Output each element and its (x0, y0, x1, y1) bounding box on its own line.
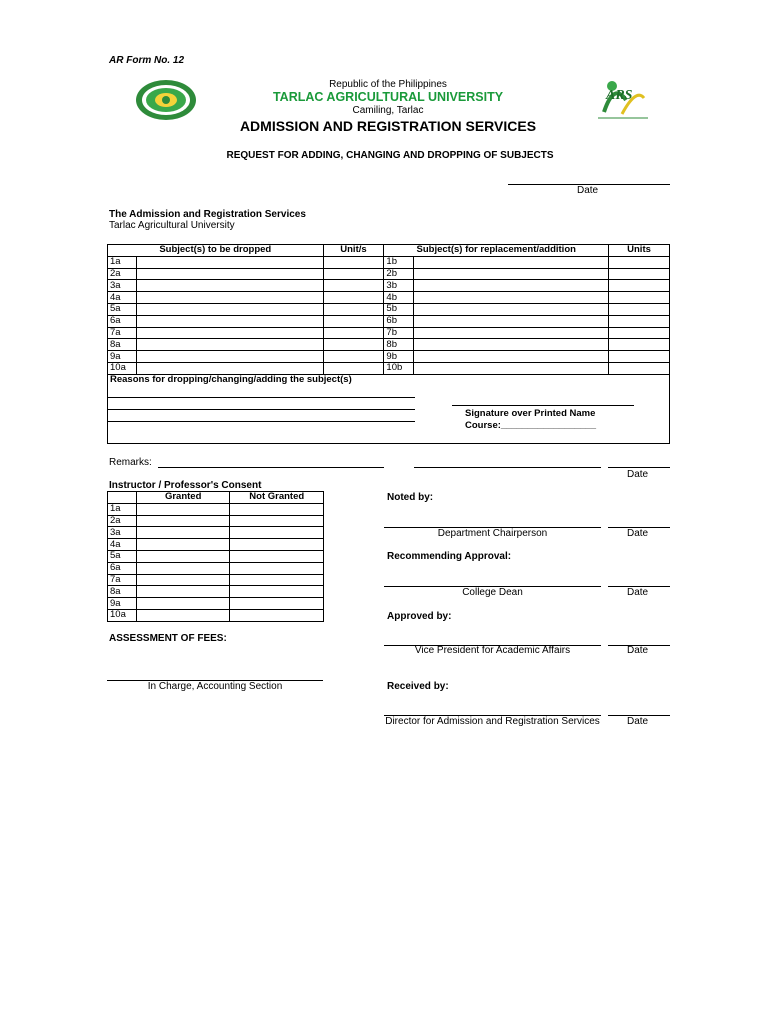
added-subject-cell[interactable] (414, 339, 609, 351)
dropped-units-cell[interactable] (323, 339, 384, 351)
added-subject-cell[interactable] (414, 303, 609, 315)
row-label-a: 9a (108, 351, 137, 363)
added-units-cell[interactable] (609, 315, 670, 327)
noted-by-label: Noted by: (387, 492, 434, 503)
dropped-units-cell[interactable] (323, 327, 384, 339)
row-label-b: 3b (384, 280, 414, 292)
row-label-a: 1a (108, 256, 137, 268)
vpaa-date-label: Date (627, 645, 649, 656)
not-granted-cell[interactable] (230, 503, 324, 515)
row-label-a: 6a (108, 315, 137, 327)
remarks-label: Remarks: (109, 457, 152, 468)
header-replacement: Subject(s) for replacement/addition (384, 245, 609, 257)
header-units-dropped: Unit/s (323, 245, 384, 257)
university-name: TARLAC AGRICULTURAL UNIVERSITY (272, 90, 504, 104)
dropped-units-cell[interactable] (323, 303, 384, 315)
date-label: Date (577, 185, 599, 196)
dropped-units-cell[interactable] (323, 268, 384, 280)
reasons-line-1[interactable] (108, 397, 415, 398)
received-by-label: Received by: (387, 681, 449, 692)
added-subject-cell[interactable] (414, 280, 609, 292)
table-row (108, 351, 670, 363)
row-label-a: 7a (108, 327, 137, 339)
consent-header-blank (108, 492, 137, 504)
not-granted-cell[interactable] (230, 574, 324, 586)
addressee-line-1: The Admission and Registration Services (109, 209, 306, 220)
not-granted-cell[interactable] (230, 609, 324, 621)
added-units-cell[interactable] (609, 339, 670, 351)
table-row (108, 280, 670, 292)
row-label-a: 10a (108, 362, 137, 374)
consent-row-label: 10a (108, 609, 137, 621)
granted-cell[interactable] (136, 527, 230, 539)
added-units-cell[interactable] (609, 327, 670, 339)
consent-header-not-granted: Not Granted (230, 492, 324, 504)
ars-logo-text: ARS (606, 88, 633, 103)
dept-chair-date-label: Date (627, 528, 649, 539)
table-row (108, 539, 324, 551)
row-label-a: 8a (108, 339, 137, 351)
granted-cell[interactable] (136, 562, 230, 574)
row-label-a: 3a (108, 280, 137, 292)
location-line: Camiling, Tarlac (352, 105, 424, 116)
dropped-units-cell[interactable] (323, 256, 384, 268)
table-row (108, 562, 324, 574)
added-units-cell[interactable] (609, 280, 670, 292)
not-granted-cell[interactable] (230, 539, 324, 551)
row-label-b: 7b (384, 327, 414, 339)
consent-row-label: 8a (108, 586, 137, 598)
added-subject-cell[interactable] (414, 268, 609, 280)
added-units-cell[interactable] (609, 362, 670, 374)
consent-row-label: 4a (108, 539, 137, 551)
dropped-subject-cell[interactable] (136, 315, 323, 327)
dropped-subject-cell[interactable] (136, 268, 323, 280)
consent-table (107, 491, 324, 622)
consent-row-label: 3a (108, 527, 137, 539)
dean-date-label: Date (627, 587, 649, 598)
table-row (108, 503, 324, 515)
not-granted-cell[interactable] (230, 598, 324, 610)
row-label-b: 4b (384, 292, 414, 304)
signature-label: Signature over Printed Name (465, 407, 596, 419)
subjects-table-header (108, 245, 670, 257)
row-label-b: 2b (384, 268, 414, 280)
not-granted-cell[interactable] (230, 586, 324, 598)
remarks-date-label: Date (627, 469, 649, 480)
granted-cell[interactable] (136, 609, 230, 621)
not-granted-cell[interactable] (230, 562, 324, 574)
recommending-label: Recommending Approval: (387, 551, 512, 562)
granted-cell[interactable] (136, 574, 230, 586)
table-row (108, 609, 324, 621)
office-title: ADMISSION AND REGISTRATION SERVICES (239, 118, 537, 134)
granted-cell[interactable] (136, 598, 230, 610)
row-label-b: 8b (384, 339, 414, 351)
added-subject-cell[interactable] (414, 362, 609, 374)
granted-cell[interactable] (136, 515, 230, 527)
subjects-table (107, 244, 670, 444)
consent-row-label: 9a (108, 598, 137, 610)
assessment-label: ASSESSMENT OF FEES: (109, 633, 227, 644)
form-title: REQUEST FOR ADDING, CHANGING AND DROPPING OF SUBJECTS (226, 150, 554, 161)
dropped-subject-cell[interactable] (136, 303, 323, 315)
dropped-subject-cell[interactable] (136, 292, 323, 304)
added-subject-cell[interactable] (414, 351, 609, 363)
row-label-b: 10b (384, 362, 414, 374)
granted-cell[interactable] (136, 539, 230, 551)
added-units-cell[interactable] (609, 351, 670, 363)
form-number: AR Form No. 12 (109, 55, 185, 66)
remarks-signature-line[interactable] (414, 467, 601, 468)
table-row (108, 586, 324, 598)
table-row (108, 550, 324, 562)
header-dropped: Subject(s) to be dropped (108, 245, 324, 257)
reasons-line-2[interactable] (108, 409, 415, 410)
table-row (108, 315, 670, 327)
row-label-a: 4a (108, 292, 137, 304)
dean-label: College Dean (462, 587, 523, 598)
dept-chair-label: Department Chairperson (437, 528, 548, 539)
dropped-subject-cell[interactable] (136, 280, 323, 292)
table-row (108, 598, 324, 610)
dropped-units-cell[interactable] (323, 315, 384, 327)
dropped-units-cell[interactable] (323, 292, 384, 304)
added-subject-cell[interactable] (414, 256, 609, 268)
consent-row-label: 6a (108, 562, 137, 574)
added-units-cell[interactable] (609, 303, 670, 315)
dropped-units-cell[interactable] (323, 351, 384, 363)
reasons-cell[interactable] (108, 374, 670, 443)
reasons-line-3[interactable] (108, 421, 415, 422)
not-granted-cell[interactable] (230, 550, 324, 562)
dropped-subject-cell[interactable] (136, 327, 323, 339)
remarks-date-line[interactable] (608, 467, 670, 468)
republic-line: Republic of the Philippines (329, 79, 447, 90)
remarks-line[interactable] (158, 467, 384, 468)
reasons-label: Reasons for dropping/changing/adding the subject(s) (110, 373, 352, 385)
not-granted-cell[interactable] (230, 515, 324, 527)
approved-by-label: Approved by: (387, 611, 452, 622)
consent-table-header (108, 492, 324, 504)
consent-row-label: 2a (108, 515, 137, 527)
consent-header-granted: Granted (136, 492, 230, 504)
added-units-cell[interactable] (609, 268, 670, 280)
added-subject-cell[interactable] (414, 292, 609, 304)
table-row (108, 515, 324, 527)
granted-cell[interactable] (136, 586, 230, 598)
header-units-added: Units (609, 245, 670, 257)
vpaa-label: Vice President for Academic Affairs (414, 645, 571, 656)
dropped-subject-cell[interactable] (136, 256, 323, 268)
signature-line[interactable] (452, 405, 634, 406)
consent-row-label: 1a (108, 503, 137, 515)
consent-row-label: 5a (108, 550, 137, 562)
addressee-line-2: Tarlac Agricultural University (109, 220, 235, 231)
table-row (108, 574, 324, 586)
added-subject-cell[interactable] (414, 315, 609, 327)
dropped-units-cell[interactable] (323, 362, 384, 374)
granted-cell[interactable] (136, 550, 230, 562)
director-label: Director for Admission and Registration Services (385, 716, 600, 727)
reasons-row (108, 374, 670, 443)
dropped-units-cell[interactable] (323, 280, 384, 292)
dropped-subject-cell[interactable] (136, 351, 323, 363)
table-row (108, 527, 324, 539)
not-granted-cell[interactable] (230, 527, 324, 539)
table-row (108, 256, 670, 268)
dropped-subject-cell[interactable] (136, 339, 323, 351)
added-units-cell[interactable] (609, 292, 670, 304)
consent-row-label: 7a (108, 574, 137, 586)
table-row (108, 292, 670, 304)
row-label-b: 9b (384, 351, 414, 363)
row-label-a: 2a (108, 268, 137, 280)
table-row (108, 268, 670, 280)
added-subject-cell[interactable] (414, 327, 609, 339)
consent-title: Instructor / Professor's Consent (109, 480, 262, 491)
row-label-b: 6b (384, 315, 414, 327)
director-date-label: Date (627, 716, 649, 727)
dropped-subject-cell[interactable] (136, 362, 323, 374)
row-label-b: 5b (384, 303, 414, 315)
table-row (108, 303, 670, 315)
table-row (108, 362, 670, 374)
table-row (108, 327, 670, 339)
granted-cell[interactable] (136, 503, 230, 515)
row-label-a: 5a (108, 303, 137, 315)
row-label-b: 1b (384, 256, 414, 268)
added-units-cell[interactable] (609, 256, 670, 268)
accounting-label: In Charge, Accounting Section (147, 681, 283, 692)
table-row (108, 339, 670, 351)
course-label[interactable]: Course:__________________ (465, 419, 596, 431)
